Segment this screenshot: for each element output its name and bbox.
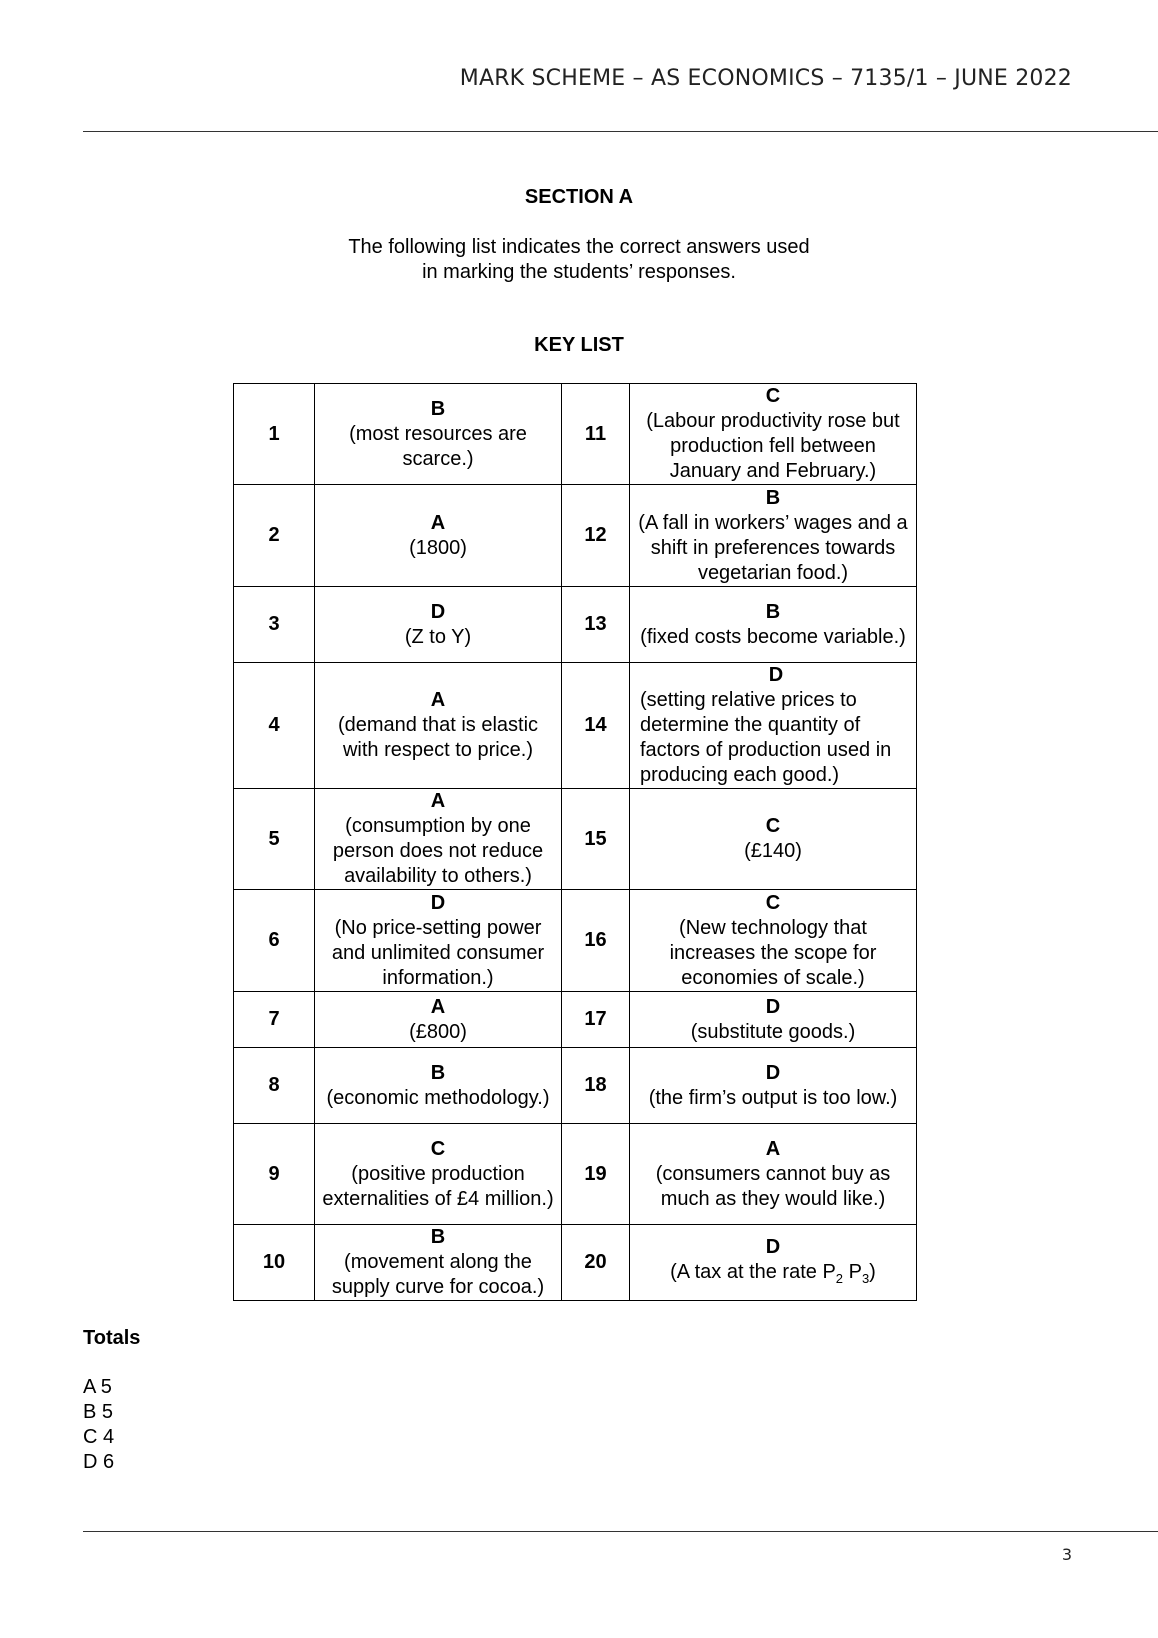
subscript: 2	[835, 1270, 844, 1286]
answer-letter: B	[430, 1226, 446, 1248]
answer-description: (£800)	[409, 1020, 467, 1043]
intro-text	[0, 235, 1158, 285]
answer-letter: B	[765, 600, 781, 623]
answer-letter: D	[765, 1235, 781, 1258]
totals-item: D 6	[83, 1451, 115, 1473]
answer-cell	[315, 587, 562, 663]
question-number: 4	[234, 663, 315, 789]
answer-cell	[315, 992, 562, 1048]
answer-description: (New technology that increases the scope for economies of scale.)	[669, 916, 877, 989]
answer-description: (No price-setting power and unlimited consumer information.)	[331, 916, 545, 989]
answer-letter: A	[430, 689, 446, 711]
table-row	[234, 663, 917, 789]
question-number: 12	[562, 485, 630, 587]
totals-item: B 5	[83, 1401, 114, 1423]
question-number: 6	[234, 890, 315, 992]
answer-cell	[315, 890, 562, 992]
question-number: 5	[234, 789, 315, 890]
header-divider	[83, 131, 1158, 132]
table-row	[234, 587, 917, 663]
answer-cell	[315, 663, 562, 789]
answer-letter: C	[430, 1137, 446, 1160]
question-number: 9	[234, 1124, 315, 1225]
table-row	[234, 789, 917, 890]
question-number: 18	[562, 1048, 630, 1124]
intro-line: The following list indicates the correct answers used	[348, 236, 810, 258]
answer-description: (fixed costs become variable.)	[640, 625, 906, 648]
intro-line: in marking the students’ responses.	[422, 261, 736, 283]
question-number: 15	[562, 789, 630, 890]
question-number: 1	[234, 384, 315, 485]
footer-divider	[83, 1531, 1158, 1532]
table-row	[234, 1124, 917, 1225]
answer-description: (economic methodology.)	[326, 1086, 550, 1109]
answer-description: (Labour productivity rose but production fell between January and February.)	[646, 410, 900, 482]
desc-text: (A tax at the rate P	[670, 1260, 836, 1283]
answer-cell	[315, 1124, 562, 1225]
answer-cell	[630, 1225, 917, 1301]
answer-description: (the firm’s output is too low.)	[648, 1086, 898, 1109]
answer-description: (consumers cannot buy as much as they would like.)	[655, 1162, 891, 1210]
answer-cell	[630, 1048, 917, 1124]
question-number: 8	[234, 1048, 315, 1124]
answer-description: (1800)	[409, 536, 467, 559]
answer-letter: B	[430, 1061, 446, 1084]
question-number: 2	[234, 485, 315, 587]
answer-cell	[315, 384, 562, 485]
question-number: 10	[234, 1225, 315, 1301]
page-number: 3	[1061, 1545, 1072, 1564]
question-number: 13	[562, 587, 630, 663]
answer-cell	[315, 485, 562, 587]
totals-item: A 5	[83, 1376, 112, 1398]
totals-list	[83, 1375, 114, 1475]
key-list-title: KEY LIST	[534, 334, 624, 356]
answer-description: (consumption by one person does not reduce availability to others.)	[332, 815, 544, 887]
answer-letter: D	[768, 664, 784, 686]
answer-description: (most resources are scarce.)	[349, 422, 527, 470]
desc-text: P	[843, 1260, 862, 1283]
table-row	[234, 992, 917, 1048]
answer-description: (£140)	[744, 840, 802, 862]
table-row	[234, 485, 917, 587]
table-row	[234, 890, 917, 992]
answer-cell	[630, 992, 917, 1048]
answer-cell	[630, 789, 917, 890]
table-row	[234, 1225, 917, 1301]
answer-letter: B	[430, 397, 446, 420]
answer-cell	[630, 587, 917, 663]
answer-cell	[630, 890, 917, 992]
answer-letter: D	[765, 1061, 781, 1084]
answer-description	[634, 1260, 912, 1291]
totals-title: Totals	[83, 1327, 141, 1349]
question-number: 17	[562, 992, 630, 1048]
answer-letter: D	[430, 891, 446, 914]
answer-letter: A	[430, 511, 446, 534]
answer-description: (Z to Y)	[404, 625, 472, 648]
table-row	[234, 1048, 917, 1124]
answer-description: (setting relative prices to determine the quantity of factors of production used in producing each good.)	[640, 689, 892, 786]
answer-description: (movement along the supply curve for cocoa.)	[331, 1251, 545, 1298]
answer-cell	[630, 384, 917, 485]
answer-letter: D	[430, 600, 446, 623]
answer-cell	[315, 789, 562, 890]
subscript: 3	[861, 1270, 870, 1286]
answer-cell	[315, 1048, 562, 1124]
answer-letter: B	[765, 486, 781, 509]
question-number: 3	[234, 587, 315, 663]
question-number: 16	[562, 890, 630, 992]
question-number: 7	[234, 992, 315, 1048]
key-list-table	[233, 383, 917, 1301]
document-header: MARK SCHEME – AS ECONOMICS – 7135/1 – JUNE 2022	[459, 66, 1072, 91]
table-row	[234, 384, 917, 485]
answer-description: (substitute goods.)	[690, 1020, 856, 1043]
answer-letter: A	[430, 995, 446, 1018]
section-title: SECTION A	[524, 186, 634, 208]
answer-cell	[630, 1124, 917, 1225]
answer-letter: C	[765, 891, 781, 914]
answer-cell	[630, 663, 917, 789]
answer-letter: C	[765, 385, 781, 407]
answer-letter: C	[765, 815, 781, 837]
answer-letter: D	[765, 995, 781, 1018]
answer-letter: A	[765, 1137, 781, 1160]
answer-description: (A fall in workers’ wages and a shift in preferences towards vegetarian food.)	[638, 511, 908, 584]
question-number: 14	[562, 663, 630, 789]
question-number: 11	[562, 384, 630, 485]
question-number: 20	[562, 1225, 630, 1301]
answer-description: (positive production externalities of £4 million.)	[322, 1162, 554, 1210]
answer-cell	[630, 485, 917, 587]
totals-item: C 4	[83, 1426, 115, 1448]
answer-letter: A	[430, 790, 446, 812]
question-number: 19	[562, 1124, 630, 1225]
answer-description: (demand that is elastic with respect to price.)	[337, 714, 539, 761]
desc-text: )	[869, 1260, 876, 1283]
answer-cell	[315, 1225, 562, 1301]
